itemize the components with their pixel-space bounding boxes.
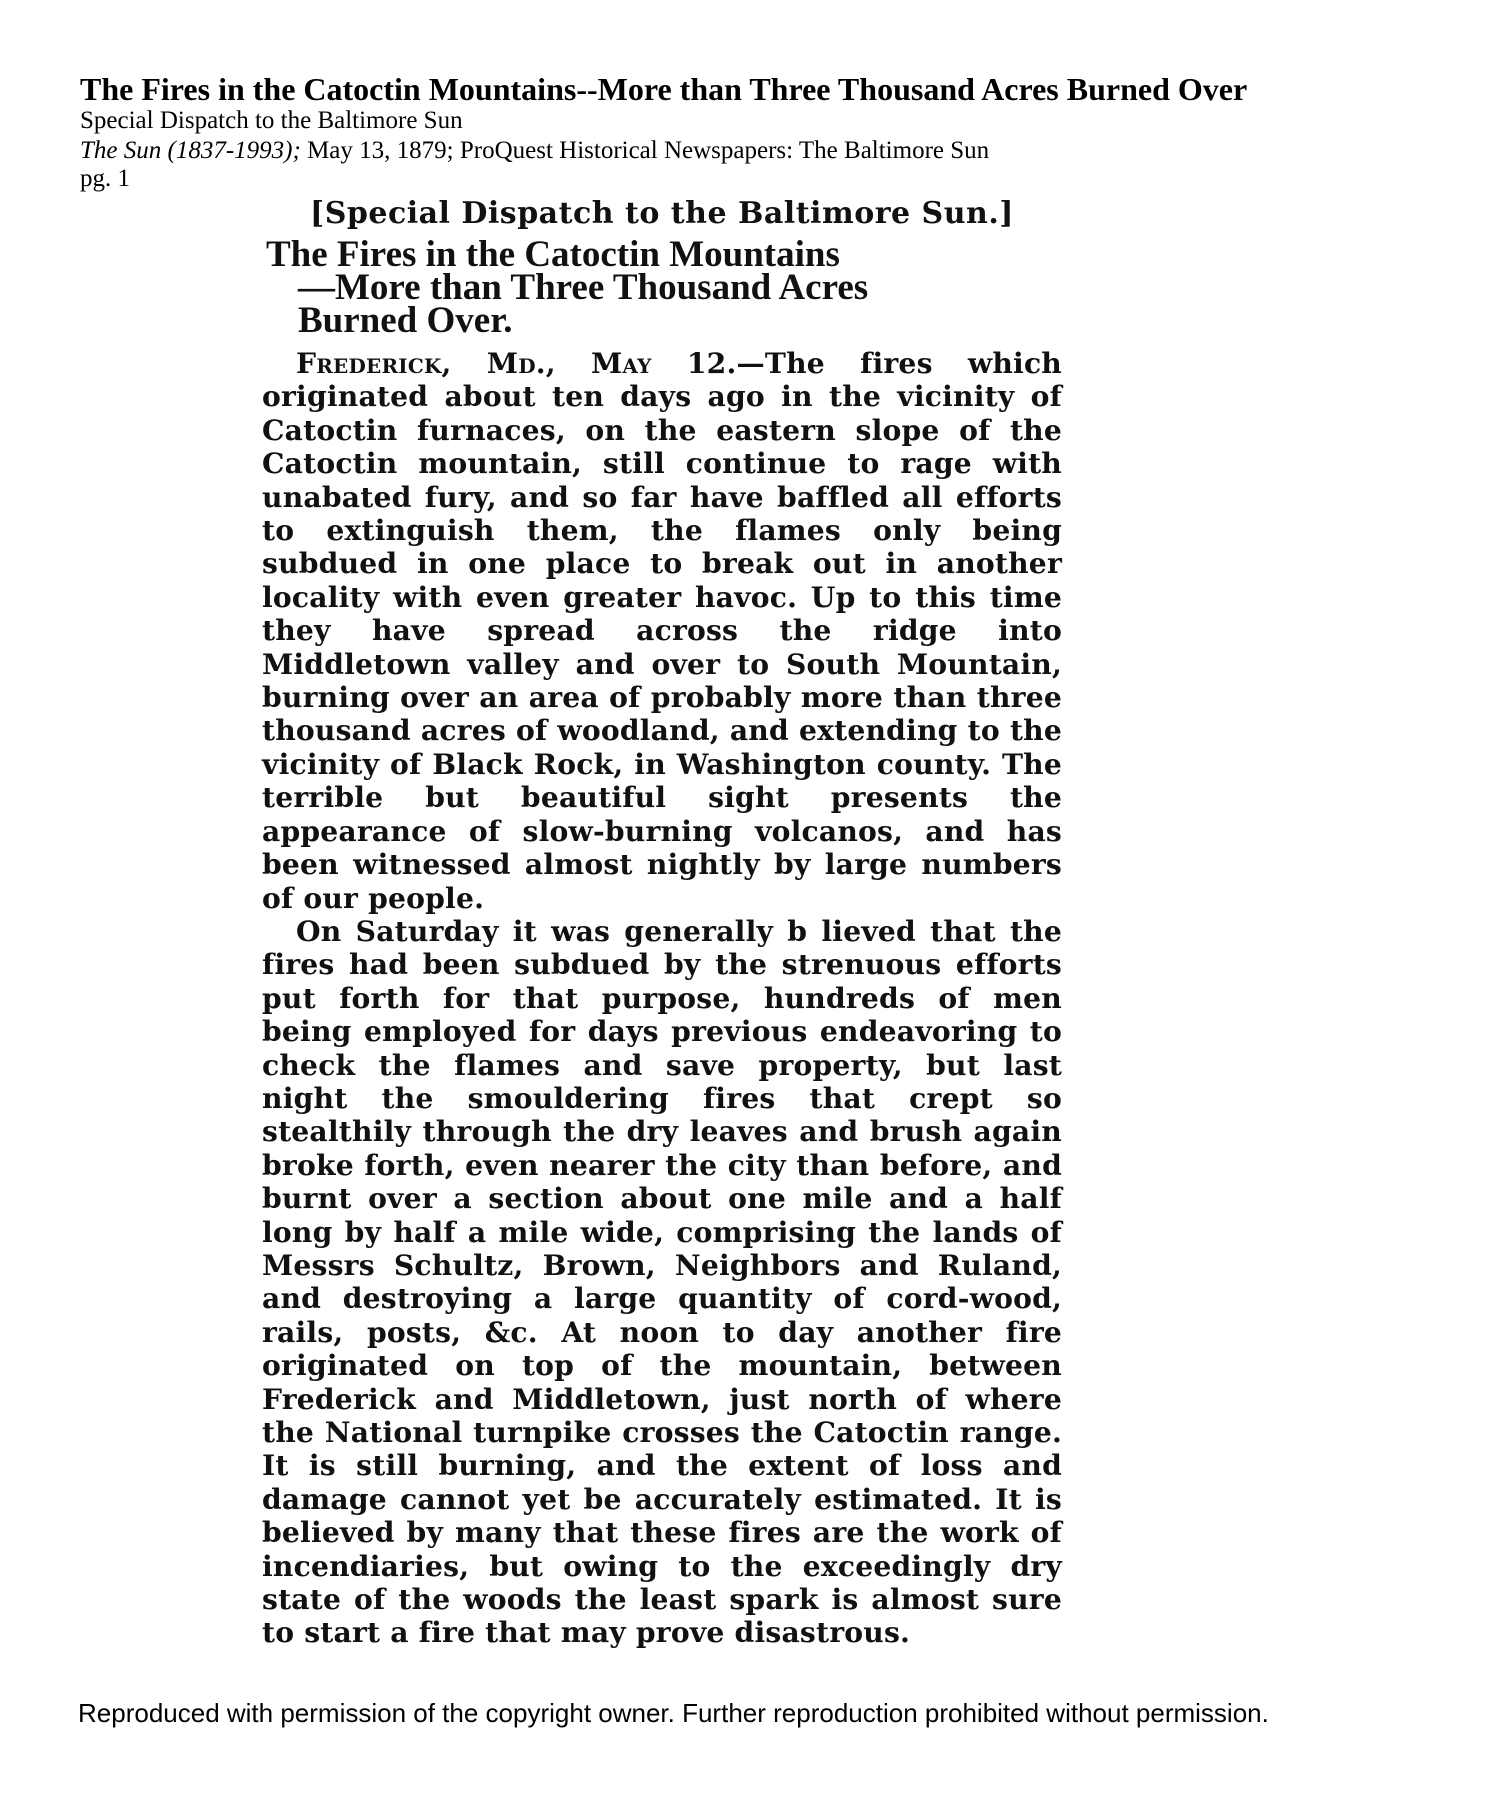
- citation-page: pg. 1: [80, 165, 130, 192]
- article-clipping: [262, 194, 1062, 1664]
- article-dispatch-header: [Special Dispatch to the Baltimore Sun.]: [310, 196, 1014, 231]
- article-headline: [262, 234, 1062, 341]
- article-paragraph-1-text: —The fires which originated about ten days ago in the vicinity of Catoctin furnaces, on the eastern slope of the Catoctin mountain, still continue to rage with unabated fury, and so far have baffled all efforts to extinguish them, the flames only being subdued in one place to break out in another locality with even greater havoc. Up to this time they have spread across the ridge into Middletown valley and over to South Mountain, burning over an area of probably more than three thousand acres of woodland, and extending to the vicinity of Black Rock, in Washington county. The terrible but beautiful sight presents the appearance of slow-burning volcanos, and has been witnessed almost nightly by large numbers of our people.: [262, 347, 1063, 915]
- headline-line-1: The Fires in the Catoctin Mountains: [266, 234, 840, 275]
- citation-author: Special Dispatch to the Baltimore Sun: [80, 107, 463, 134]
- citation-source-details: May 13, 1879; ProQuest Historical Newspapers: The Baltimore Sun: [300, 137, 990, 164]
- article-paragraph-1: [262, 347, 1062, 915]
- citation-source: [80, 136, 1460, 166]
- citation-title: The Fires in the Catoctin Mountains--More than Three Thousand Acres Burned Over: [80, 71, 1248, 107]
- article-paragraph-2: On Saturday it was generally b lieved that the fires had been subdued by the strenuous efforts put forth for that purpose, hundreds of men being employed for days previous endeavoring to check the flames and save property, but last night the smouldering fires that crept so stealthily through the dry leaves and brush again broke forth, even nearer the city than before, and burnt over a section about one mile and a half long by half a mile wide, comprising the lands of Messrs Schultz, Brown, Neighbors and Ruland, and destroying a large quantity of cord-wood, rails, posts, &c. At noon to day another fire originated on top of the mountain, between Frederick and Middletown, just north of where the National turnpike crosses the Catoctin range. It is still burning, and the extent of loss and damage cannot yet be accurately estimated. It is believed by many that these fires are the work of incendiaries, but owing to the exceedingly dry state of the woods the least spark is almost sure to start a fire that may prove disastrous.: [262, 914, 1062, 1650]
- headline-line-2: —More than Three Thousand Acres: [298, 267, 869, 308]
- citation-publication: The Sun (1837-1993);: [80, 137, 301, 164]
- headline-line-3: Burned Over.: [298, 300, 513, 341]
- copyright-notice: Reproduced with permission of the copyright owner. Further reproduction prohibited without permission.: [78, 1698, 1269, 1728]
- article-dateline: Frederick, Md., May 12.: [296, 347, 737, 380]
